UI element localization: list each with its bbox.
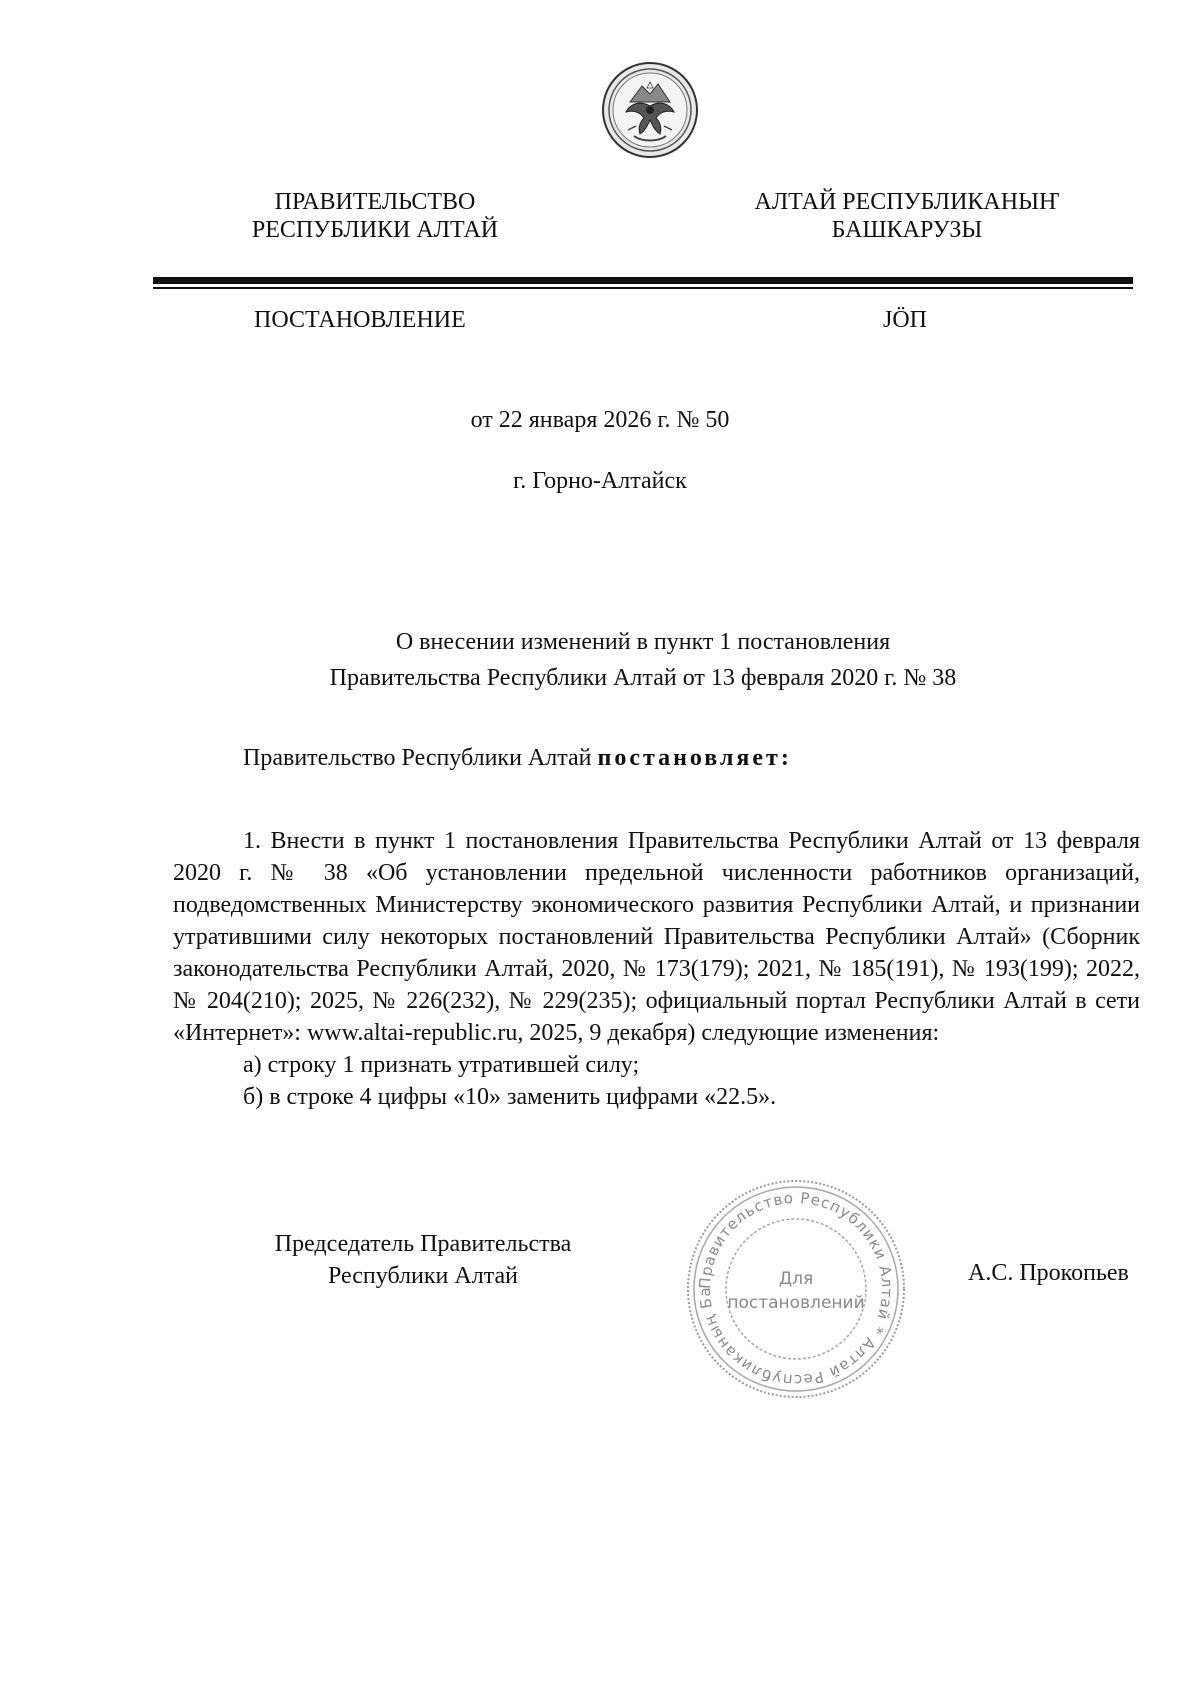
official-stamp xyxy=(683,1176,909,1402)
stamp-ring-text: Правительство Республики Алтай * Алтай Республиканың Ба xyxy=(695,1188,897,1390)
header-left-line1: ПРАВИТЕЛЬСТВО xyxy=(274,189,476,215)
header-right-line1: АЛТАЙ РЕСПУБЛИКАНЫҤ xyxy=(754,189,1060,215)
doc-type-altai: ЈӦП xyxy=(883,307,928,333)
coat-of-arms-emblem xyxy=(600,60,700,160)
body-item-b: б) в строке 4 цифры «10» заменить цифрами «22.5». xyxy=(243,1084,777,1110)
header-right-block xyxy=(734,188,1080,244)
document-body xyxy=(173,825,1140,1113)
title-line1: О внесении изменений в пункт 1 постановления xyxy=(395,629,891,655)
decree-lead: Правительство Республики Алтай xyxy=(243,745,598,771)
title-line2: Правительства Республики Алтай от 13 февраля 2020 г. № 38 xyxy=(329,665,957,691)
signatory-position-line1: Председатель Правительства xyxy=(274,1231,572,1257)
header-left-block xyxy=(222,188,528,244)
decree-verb: постановляет: xyxy=(597,745,792,771)
stamp-center-line1: Для xyxy=(778,1269,814,1289)
header-divider-thin xyxy=(153,287,1133,289)
signatory-position xyxy=(243,1228,603,1292)
signatory-position-line2: Республики Алтай xyxy=(328,1263,518,1289)
header-right-line2: БАШКАРУЗЫ xyxy=(831,217,983,243)
body-item-a: а) строку 1 признать утратившей силу; xyxy=(243,1052,640,1078)
body-paragraph-1: 1. Внести в пункт 1 постановления Правительства Республики Алтай от 13 февраля 2020 г. № 38 «Об установлении предельной численности работников организаций, подведомственных Министерству экономического развития Республики Алтай, и признании утратившими силу некоторых постановлений Правительства Республики Алтай» (Сборник законодательства Республики Алтай, 2020, № 173(179); 2021, № 185(191), № 193(199); 2022, № 204(210); 2025, № 226(232), № 229(235); официальный портал Республики Алтай в сети «Интернет»: www.altai-republic.ru, 2025, 9 декабря) следующие изменения: xyxy=(173,828,1140,1046)
decree-line xyxy=(243,743,792,773)
document-date-number: от 22 января 2026 г. № 50 xyxy=(470,407,730,433)
stamp-seal-icon xyxy=(683,1176,909,1402)
coat-of-arms-icon xyxy=(600,60,700,160)
document-title xyxy=(153,624,1133,696)
header-divider-thick xyxy=(153,277,1133,284)
stamp-center-line2: постановлений xyxy=(727,1293,865,1313)
header-left-line2: РЕСПУБЛИКИ АЛТАЙ xyxy=(251,217,499,243)
doc-type-russian: ПОСТАНОВЛЕНИЕ xyxy=(254,307,466,333)
document-city: г. Горно-Алтайск xyxy=(513,468,687,494)
signatory-name: А.С. Прокопьев xyxy=(968,1260,1129,1286)
